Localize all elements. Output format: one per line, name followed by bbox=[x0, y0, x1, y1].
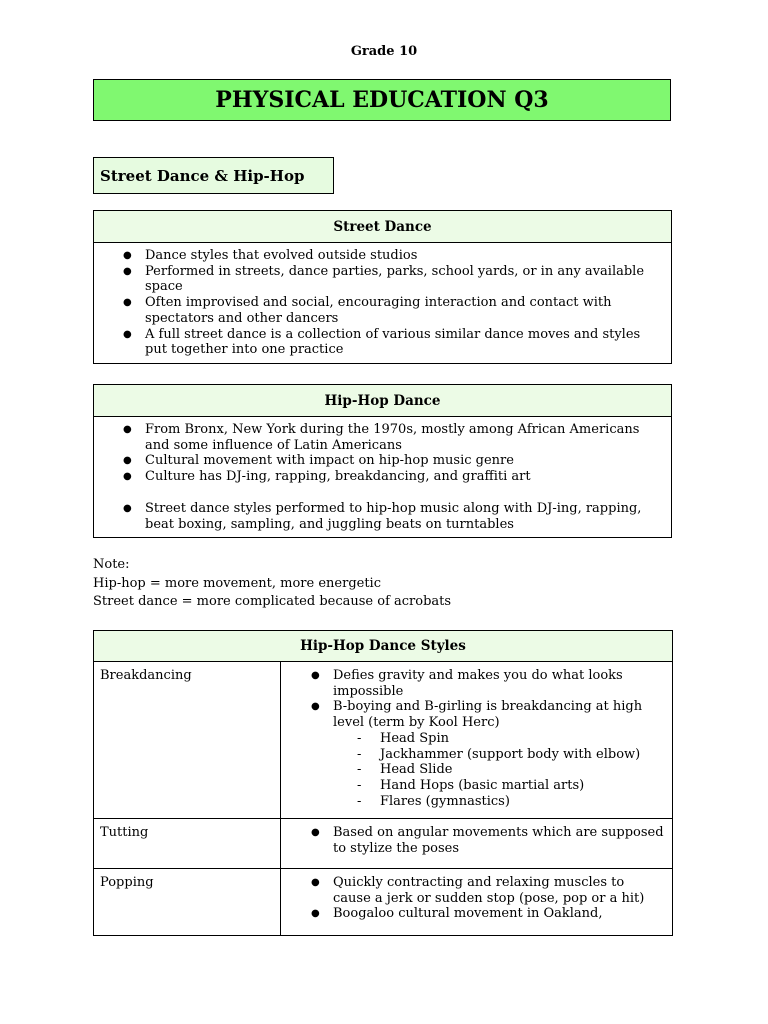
hiphop-styles-table bbox=[93, 630, 673, 936]
hiphop-dance-header: Hip-Hop Dance bbox=[94, 385, 671, 417]
style-description bbox=[281, 662, 673, 819]
list-item: ● A full street dance is a collection of various similar dance moves and styles put together into one practice bbox=[94, 327, 663, 358]
style-description bbox=[281, 819, 673, 869]
list-item: ● Street dance styles performed to hip-hop music along with DJ-ing, rapping, beat boxing, sampling, and juggling beats on turntables bbox=[94, 501, 663, 532]
sub-list-item: - Head Slide bbox=[281, 762, 664, 778]
style-name: Popping bbox=[94, 869, 281, 936]
table-header: Hip-Hop Dance Styles bbox=[94, 631, 673, 662]
table-row bbox=[94, 662, 673, 819]
style-name: Tutting bbox=[94, 819, 281, 869]
hiphop-dance-list bbox=[94, 417, 671, 537]
note-block bbox=[93, 556, 451, 612]
page-title: PHYSICAL EDUCATION Q3 bbox=[93, 79, 671, 121]
grade-label: Grade 10 bbox=[350, 44, 418, 59]
street-dance-header: Street Dance bbox=[94, 211, 671, 243]
section-title: Street Dance & Hip-Hop bbox=[93, 157, 334, 194]
list-item: ● From Bronx, New York during the 1970s, mostly among African Americans and some influence of Latin Americans bbox=[94, 422, 663, 453]
note-label: Note: bbox=[93, 557, 130, 572]
table-row bbox=[94, 869, 673, 936]
street-dance-list bbox=[94, 243, 671, 363]
list-item: ● Culture has DJ-ing, rapping, breakdancing, and graffiti art bbox=[94, 469, 663, 485]
sub-list-item: - Hand Hops (basic martial arts) bbox=[281, 778, 664, 794]
list-item: ● Cultural movement with impact on hip-hop music genre bbox=[94, 453, 663, 469]
list-item: ● Quickly contracting and relaxing muscles to cause a jerk or sudden stop (pose, pop or a hit) bbox=[281, 875, 664, 906]
sub-list-item: - Head Spin bbox=[281, 731, 664, 747]
list-item: ● Performed in streets, dance parties, parks, school yards, or in any available space bbox=[94, 264, 663, 295]
hiphop-dance-box bbox=[93, 384, 672, 538]
street-dance-box bbox=[93, 210, 672, 364]
note-line-street-dance: Street dance = more complicated because of acrobats bbox=[93, 594, 452, 609]
list-item: ● Often improvised and social, encouraging interaction and contact with spectators and other dancers bbox=[94, 295, 663, 326]
table-row bbox=[94, 819, 673, 869]
list-item: ● Dance styles that evolved outside studios bbox=[94, 248, 663, 264]
list-item: ● Based on angular movements which are supposed to stylize the poses bbox=[281, 825, 664, 856]
sub-list-item: - Flares (gymnastics) bbox=[281, 794, 664, 810]
sub-list-item: - Jackhammer (support body with elbow) bbox=[281, 747, 664, 763]
list-item: ● B-boying and B-girling is breakdancing at high level (term by Kool Herc) bbox=[281, 699, 664, 730]
list-item: ● Boogaloo cultural movement in Oakland, bbox=[281, 906, 664, 922]
style-description bbox=[281, 869, 673, 936]
style-name: Breakdancing bbox=[94, 662, 281, 819]
list-item: ● Defies gravity and makes you do what looks impossible bbox=[281, 668, 664, 699]
note-line-hiphop: Hip-hop = more movement, more energetic bbox=[93, 575, 381, 591]
